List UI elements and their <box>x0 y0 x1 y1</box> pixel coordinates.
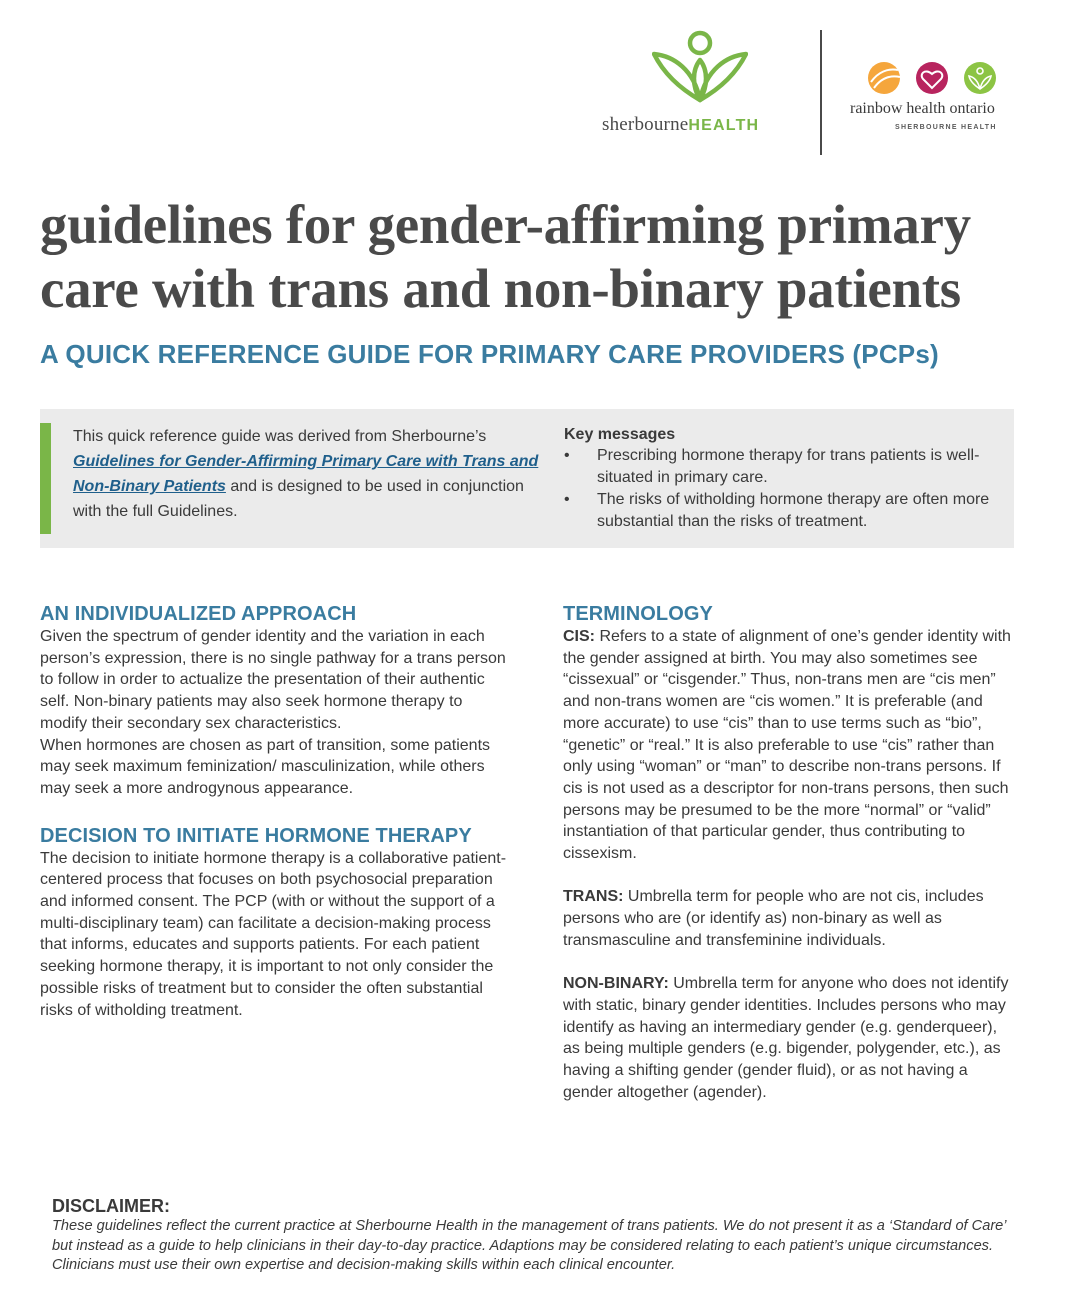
approach-paragraph-2: When hormones are chosen as part of transition, some patients may seek maximum feminization/ masculinization, while others may seek a more androgynous appearance. <box>40 736 491 797</box>
page-title: guidelines for gender-affirming primary care with trans and non-binary patients <box>40 194 971 319</box>
disclaimer-text: These guidelines reflect the current practice at Sherbourne Health in the management of trans patients. We do not present it as a ‘Standard of Care’ but instead as a guide to help clinicians in their day-to-day practice. Adaptions may be considered relating to each patient’s unique circumstances. Clinicians must use their own expertise and decision-making skills within each clinical encounter. <box>52 1218 1006 1273</box>
key-message-text: Prescribing hormone therapy for trans patients is well-situated in primary care. <box>597 447 980 486</box>
right-column <box>563 602 1013 1103</box>
key-messages-title: Key messages <box>564 426 676 443</box>
sherbourne-flower-icon <box>652 30 748 104</box>
decision-heading: DECISION TO INITIATE HORMONE THERAPY <box>40 824 472 847</box>
decision-paragraph: The decision to initiate hormone therapy is a collaborative patient-centered process that focuses on both psychosocial preparation and informed consent. The PCP (with or without the support of a multi-disciplinary team) can facilitate a decision-making process that informs, educates and supports patients. For each patient seeking hormone therapy, it is important to not only consider the possible risks of treatment but to consider the often substantial risks of witholding treatment. <box>40 849 507 1019</box>
approach-heading: AN INDIVIDUALIZED APPROACH <box>40 603 357 625</box>
rho-wordmark: rainbow health ontario <box>850 100 995 117</box>
key-messages <box>564 425 1004 533</box>
intro-text-before: This quick reference guide was derived from Sherbourne’s <box>73 428 487 445</box>
list-item <box>564 489 1004 533</box>
disclaimer <box>52 1195 1012 1276</box>
sun-icon <box>868 62 900 94</box>
intro-accent-bar <box>40 423 51 534</box>
sherbourne-health-logo <box>600 30 800 140</box>
page-subtitle: A QUICK REFERENCE GUIDE FOR PRIMARY CARE PROVIDERS (PCPs) <box>40 339 939 369</box>
trans-definition <box>563 886 1013 951</box>
intro-text-after: and is designed to be used in conjunction with the full Guidelines. <box>73 478 524 520</box>
bullet-icon: • <box>564 491 570 508</box>
guidelines-link[interactable]: Guidelines for Gender-Affirming Primary Care with Trans and Non-Binary Patients <box>73 453 539 495</box>
terminology-heading: TERMINOLOGY <box>563 603 713 625</box>
health-name: HEALTH <box>688 117 760 134</box>
key-message-text: The risks of witholding hormone therapy are often more substantial than the risks of treatment. <box>597 491 990 530</box>
trans-text: Umbrella term for people who are not cis, includes persons who are (or identify as) non-binary as well as transmasculine and transfeminine individuals. <box>563 888 984 949</box>
non-binary-definition <box>563 973 1013 1103</box>
list-item <box>564 445 1004 489</box>
logo-divider <box>820 30 822 155</box>
non-binary-term: NON-BINARY: <box>563 975 669 993</box>
rho-icons <box>868 58 998 98</box>
cis-term: CIS: <box>563 628 595 645</box>
rho-subline: SHERBOURNE HEALTH <box>895 124 997 131</box>
sherbourne-wordmark <box>602 114 759 136</box>
disclaimer-heading: DISCLAIMER: <box>52 1196 170 1216</box>
key-messages-list <box>564 445 1004 533</box>
bullet-icon: • <box>564 447 570 464</box>
person-icon <box>964 62 996 94</box>
approach-paragraph-1: Given the spectrum of gender identity and the variation in each person’s expression, there is no single pathway for a trans person to follow in order to actualize the presentation of their authentic self. Non-binary patients may also seek hormone therapy to modify their secondary sex characteristics. <box>40 628 506 732</box>
non-binary-text: Umbrella term for anyone who does not identify with static, binary gender identities. Includes persons who may identify as having an intermediary gender (e.g. genderqueer), as being multiple genders (e.g. bigender, polygender, etc.), as having a shifting gender (gender fluid), or as not having a gender altogether (agender). <box>563 975 1009 1101</box>
heart-icon <box>916 62 948 94</box>
trans-term: TRANS: <box>563 888 624 906</box>
cis-definition <box>563 626 1013 865</box>
left-column <box>40 602 510 1021</box>
rainbow-health-ontario-logo <box>848 58 1038 138</box>
intro-text <box>73 424 543 524</box>
cis-text: Refers to a state of alignment of one’s gender identity with the gender assigned at birth. You may also sometimes see “cissexual” or “cisgender.” Thus, non-trans men are “cis men” and non-trans women are “cis women.” It is preferable (and more accurate) to use “cis” than to use terms such as “bio”, “genetic” or “real.” It is also preferable to use “cis” rather than only using “woman” or “man” to describe non-trans persons. If cis is not used as a descriptor for non-trans persons, then such persons may be presumed to be the more “normal” or “valid” instantiation of that particular gender, thus contributing to cissexism. <box>563 628 1011 863</box>
intro-box <box>40 409 1014 548</box>
sherbourne-name: sherbourne <box>602 114 689 135</box>
